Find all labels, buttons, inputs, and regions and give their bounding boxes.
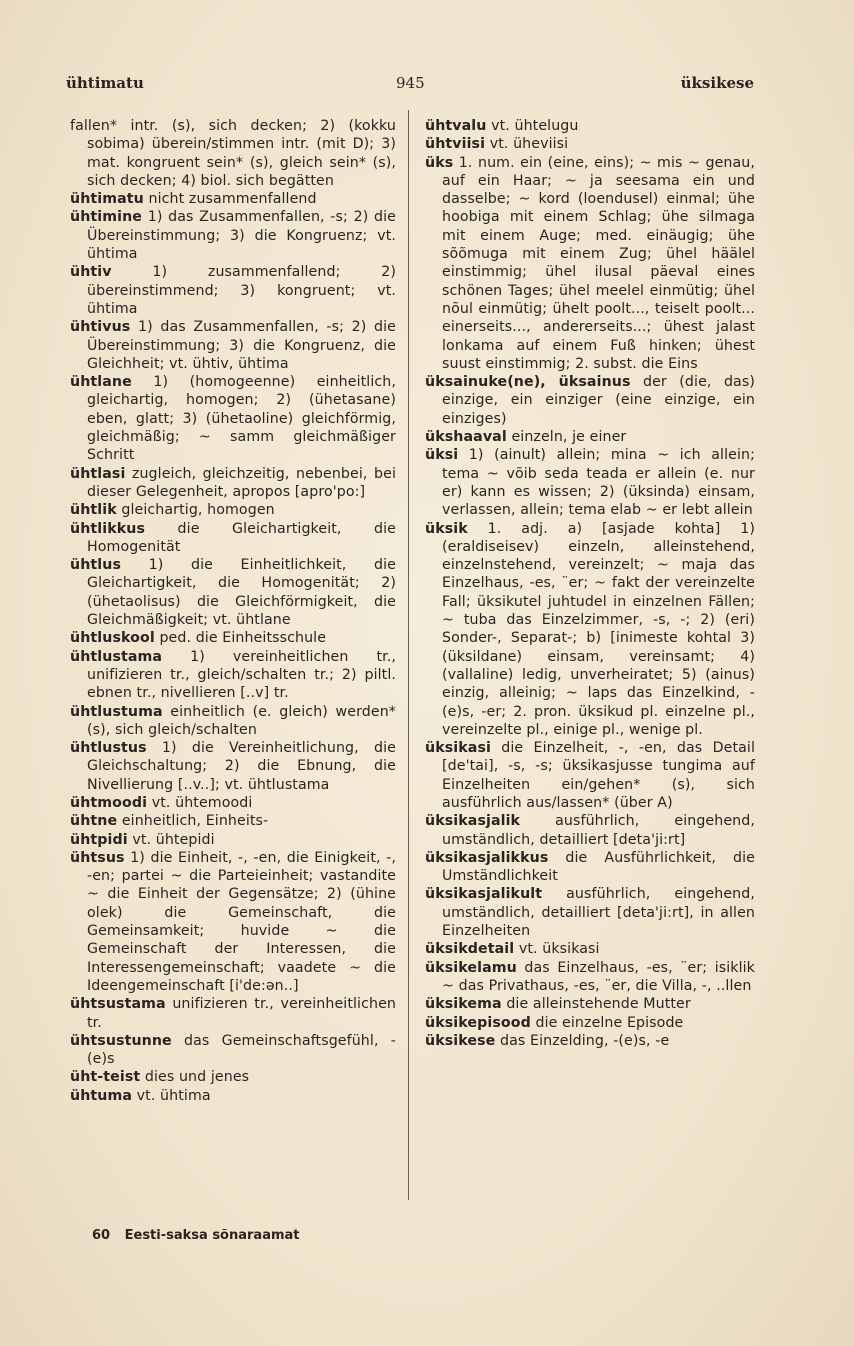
entry-definition: einheitlich, Einheits- xyxy=(121,813,269,830)
entry-headword: ühtlustus xyxy=(70,740,147,757)
entry-headword: ühtlikkus xyxy=(70,520,146,537)
entry-definition: 1) die Einheitlichkeit, die Gleichartigkeit, die Homogenität; 2) (ühetaolisus) die Gleichförmigkeit, die Gleichmäßigkeit; vt. ühtlane xyxy=(87,557,396,629)
entry-definition: die einzelne Episode xyxy=(535,1014,684,1031)
entry-definition: die Gleichartigkeit, die Homogenität xyxy=(87,520,396,555)
entry-headword: ühtlus xyxy=(70,557,121,574)
dictionary-entry xyxy=(425,520,755,740)
entry-definition: 1. adj. a) [asjade kohta] 1) (eraldiseisev) einzeln, alleinstehend, einzelnstehend, vereinzelt; ~ maja das Einzelhaus, -es, ¨er; ~ fakt der vereinzelte Fall; üksikutel juhtudel in einzelnen Fällen; ~ tuba das Einzelzimmer, -s, -; 2) (eri) Sonder-, Separat-; b) [inimeste kohtal 3) (üksildane) einsam, vereinsamt; 4) (vallaline) ledig, unverheiratet; 5) (ainus) einzig, alleinig; ~ laps das Einzelkind, -(e)s, -er; 2. pron. üksikud pl. einzelne pl., vereinzelte pl., einige pl., wenige pl. xyxy=(442,520,755,738)
entry-headword: ükshaaval xyxy=(425,429,507,446)
entry-definition: 1) das Zusammenfallen, -s; 2) die Übereinstimmung; 3) die Kongruenz, die Gleichheit; vt. ühtiv, ühtima xyxy=(87,319,396,372)
dictionary-entry xyxy=(70,190,396,208)
entry-headword: ühtsus xyxy=(70,849,125,866)
dictionary-entry xyxy=(70,739,396,794)
entry-definition: 1. num. ein (eine, eins); ~ mis ~ genau, auf ein Haar; ~ ja seesama ein und dasselbe; ~ kord (loendusel) einmal; ühe hoobiga mit einem Schlag; ühe silmaga mit einem Auge; med. einäugig; ühe sõõmuga mit einem Zug; ühel häälel einstimmig; ühel ilusal päeval eines schönen Tages; ühel meelel einmütig; ühel nõul einmütig; ühelt poolt..., teiselt poolt... einerseits..., andererseits...; ühest jalast lonkama auf einem Fuß hinken; ühest suust einstimmig; 2. subst. die Eins xyxy=(442,154,755,372)
entry-headword: üksikelamu xyxy=(425,959,517,976)
entry-definition: 1) die Einheit, -, -en, die Einigkeit, -, -en; partei ~ die Parteieinheit; vastandite ~ die Einheit der Gegensätze; 2) (ühine olek) die Gemeinschaft, die Gemeinsamkeit; huvide ~ die Gemeinschaft der Interessen, die Interessengemeinschaft; vaadete ~ die Ideengemeinschaft [i'de:ən..] xyxy=(87,849,396,994)
entry-definition: einheitlich (e. gleich) werden* (s), sich gleich/schalten xyxy=(87,703,396,738)
entry-headword: ühtpidi xyxy=(70,831,128,848)
entry-definition: vt. ühtepidi xyxy=(132,831,215,848)
entry-headword: ühtmoodi xyxy=(70,794,148,811)
entry-headword: ühtvalu xyxy=(425,118,487,134)
dictionary-entry xyxy=(70,117,396,190)
entry-definition: vt. ühtemoodi xyxy=(151,794,253,811)
dictionary-entry xyxy=(70,831,396,849)
entry-definition: 1) die Vereinheitlichung, die Gleichschaltung; 2) die Ebnung, die Nivellierung [..v..]; vt. ühtlustama xyxy=(87,740,396,793)
entry-headword: üksikese xyxy=(425,1032,496,1049)
dictionary-entry xyxy=(70,465,396,502)
entry-definition: 1) (ainult) allein; mina ~ ich allein; tema ~ võib seda teada er allein (e. nur er) kann es wissen; 2) (üksinda) einsam, verlassen, allein; tema elab ~ er lebt allein xyxy=(442,447,755,519)
entry-headword: ühtimatu xyxy=(70,191,144,208)
right-column xyxy=(425,117,755,1050)
entry-headword: ühtuma xyxy=(70,1087,133,1104)
dictionary-entry xyxy=(70,629,396,647)
entry-headword: ühtsustunne xyxy=(70,1032,172,1049)
left-column xyxy=(70,117,396,1105)
dictionary-entry xyxy=(425,849,755,886)
dictionary-entry xyxy=(70,1087,396,1105)
entry-definition: das Einzelding, -(e)s, -e xyxy=(500,1032,670,1049)
dictionary-entry xyxy=(70,501,396,519)
dictionary-entry xyxy=(70,556,396,629)
entry-headword: üht-teist xyxy=(70,1069,141,1086)
entry-definition: unifizieren tr., vereinheitlichen tr. xyxy=(87,996,396,1031)
entry-headword: ühtiv xyxy=(70,264,112,281)
dictionary-entry xyxy=(70,812,396,830)
dictionary-entry xyxy=(425,812,755,849)
entry-headword: üksik xyxy=(425,520,468,537)
dictionary-entry xyxy=(70,794,396,812)
dictionary-entry xyxy=(70,648,396,703)
page-header xyxy=(0,74,854,94)
entry-headword: üksikasjalikult xyxy=(425,886,543,903)
dictionary-entry xyxy=(425,739,755,812)
entry-definition: die Ausführlichkeit, die Umständlichkeit xyxy=(442,849,755,885)
entry-definition: die alleinstehende Mutter xyxy=(506,996,691,1013)
dictionary-entry xyxy=(70,849,396,995)
dictionary-entry xyxy=(425,428,755,446)
page-footer xyxy=(92,1228,300,1243)
entry-headword: üksikepisood xyxy=(425,1014,531,1031)
dictionary-entry xyxy=(425,1032,755,1050)
header-left-guideword: ühtimatu xyxy=(66,74,144,92)
dictionary-entry xyxy=(70,703,396,740)
dictionary-entry xyxy=(70,318,396,373)
page-number: 945 xyxy=(396,74,425,92)
entry-definition: einzeln, je einer xyxy=(511,429,627,446)
entry-headword: ühtlustuma xyxy=(70,703,163,720)
entry-headword: üksikdetail xyxy=(425,941,515,958)
dictionary-entry xyxy=(425,885,755,940)
entry-definition: zugleich, gleichzeitig, nebenbei, bei dieser Gelegenheit, apropos [apro'po:] xyxy=(87,465,396,500)
dictionary-entry xyxy=(425,1014,755,1032)
dictionary-entry xyxy=(70,1068,396,1086)
entry-headword: ühtlane xyxy=(70,374,132,391)
dictionary-entry xyxy=(70,1032,396,1069)
entry-definition: ausführlich, eingehend, umständlich, detailliert [deta'ji:rt] xyxy=(442,813,755,848)
entry-headword: üksikasi xyxy=(425,740,491,757)
dictionary-entry xyxy=(70,208,396,263)
entry-headword: üksikasjalikkus xyxy=(425,849,549,866)
entry-definition: vt. ühtelugu xyxy=(491,118,579,134)
dictionary-entry xyxy=(70,263,396,318)
entry-headword: üksi xyxy=(425,447,459,464)
entry-headword: ühtluskool xyxy=(70,630,155,647)
entry-definition: 1) das Zusammenfallen, -s; 2) die Übereinstimmung; 3) die Kongruenz; vt. ühtima xyxy=(87,209,396,263)
entry-definition: vt. üheviisi xyxy=(489,136,569,153)
entry-headword: ühtsustama xyxy=(70,996,166,1013)
dictionary-entry xyxy=(425,959,755,996)
entry-definition: ped. die Einheitsschule xyxy=(159,630,327,647)
entry-definition: gleichartig, homogen xyxy=(121,502,275,519)
dictionary-entry xyxy=(70,995,396,1032)
header-right-guideword: üksikese xyxy=(680,74,754,92)
footer-title: Eesti-saksa sõnaraamat xyxy=(124,1228,300,1243)
entry-headword: ühtivus xyxy=(70,319,131,336)
entry-headword: ühtimine xyxy=(70,209,143,226)
dictionary-entry xyxy=(70,373,396,464)
entry-headword: üks xyxy=(425,154,454,171)
entry-headword: ühtne xyxy=(70,813,118,830)
dictionary-entry xyxy=(425,940,755,958)
entry-headword: ühtlik xyxy=(70,502,117,519)
entry-definition: 1) vereinheitlichen tr., unifizieren tr., gleich/schalten tr.; 2) piltl. ebnen tr., nivellieren [..v] tr. xyxy=(87,648,396,702)
entry-headword: üksainuke(ne), üksainus xyxy=(425,374,631,391)
dictionary-entry xyxy=(425,154,755,374)
entry-definition: das Einzelhaus, -es, ¨er; isiklik ~ das Privathaus, -es, ¨er, die Villa, -, ..llen xyxy=(442,959,755,994)
entry-headword: ühtviisi xyxy=(425,136,486,153)
entry-definition: dies und jenes xyxy=(144,1069,250,1086)
dictionary-entry xyxy=(70,520,396,557)
entry-definition: die Einzelheit, -, -en, das Detail [de'tai], -s, -s; üksikasjusse tungima auf Einzelheiten ein/gehen* (s), sich ausführlich aus/lassen* (über A) xyxy=(442,740,755,811)
entry-definition: vt. üksikasi xyxy=(518,941,600,958)
column-divider xyxy=(408,110,409,1200)
entry-definition: 1) (homogeenne) einheitlich, gleichartig, homogen; 2) (ühetasane) eben, glatt; 3) (ühetaoline) gleichförmig, gleichmäßig; ~ samm gleichmäßiger Schritt xyxy=(87,374,396,464)
entry-definition: das Gemeinschaftsgefühl, -(e)s xyxy=(87,1032,396,1068)
dictionary-entry xyxy=(425,117,755,135)
entry-definition: vt. ühtima xyxy=(136,1087,211,1104)
entry-headword: ühtlasi xyxy=(70,465,126,482)
entry-definition: nicht zusammenfallend xyxy=(148,191,317,208)
entry-definition: der (die, das) einzige, ein einziger (eine einzige, ein einziges) xyxy=(442,374,755,427)
entry-definition: fallen* intr. (s), sich decken; 2) (kokku sobima) überein/stimmen intr. (mit D); 3) mat. kongruent sein* (s), gleich sein* (s), sich decken; 4) biol. sich begätten xyxy=(70,118,396,189)
footer-signature-number: 60 xyxy=(92,1228,111,1243)
entry-headword: üksikema xyxy=(425,996,502,1013)
entry-headword: ühtlustama xyxy=(70,648,163,665)
dictionary-entry xyxy=(425,995,755,1013)
dictionary-entry xyxy=(425,135,755,153)
dictionary-entry xyxy=(425,373,755,428)
entry-definition: ausführlich, eingehend, umständlich, detailliert [deta'ji:rt], in allen Einzelheiten xyxy=(442,886,755,940)
dictionary-entry xyxy=(425,446,755,519)
entry-headword: üksikasjalik xyxy=(425,813,521,830)
entry-definition: 1) zusammenfallend; 2) übereinstimmend; 3) kongruent; vt. ühtima xyxy=(87,264,396,317)
